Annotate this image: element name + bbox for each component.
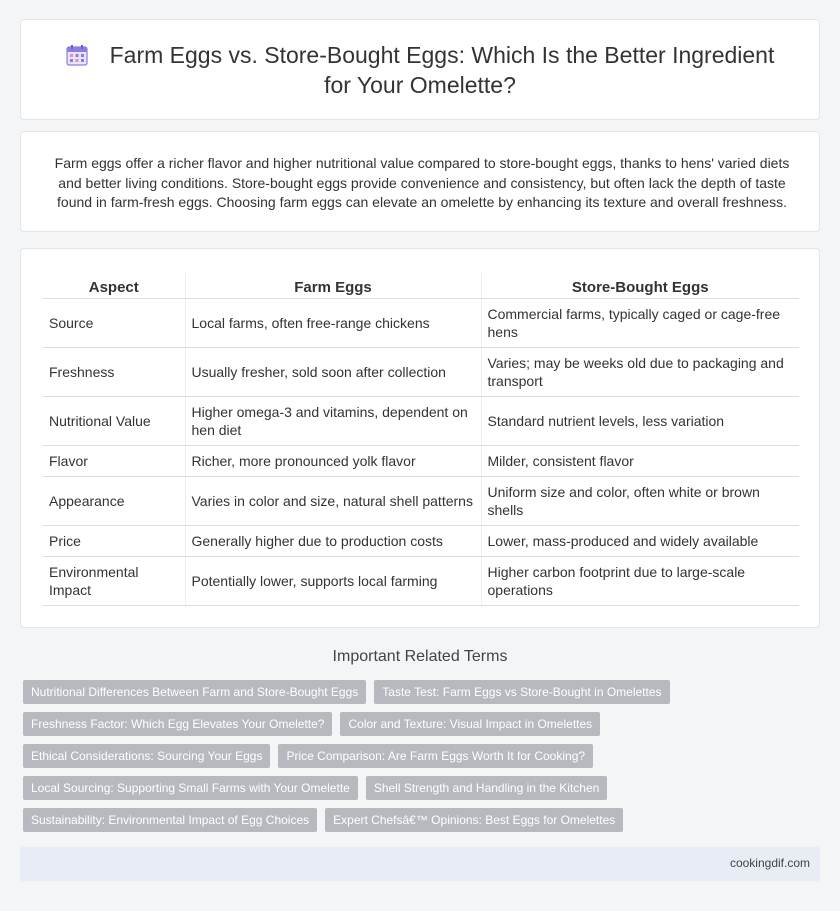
aspect-cell: Price [43,525,185,556]
intro-paragraph: Farm eggs offer a richer flavor and higher nutritional value compared to store-bought eggs, thanks to hens' varied diets and better living conditions. Store-bought eggs provide convenience and consistency, but often lack the depth of taste found in farm-fresh eggs. Choosing farm eggs can elevate an omelette by enhancing its texture and overall freshness. [54,155,790,210]
farm-cell: Varies in color and size, natural shell patterns [185,476,481,525]
related-term-tag[interactable]: Sustainability: Environmental Impact of Egg Choices [23,808,317,832]
farm-cell: Local farms, often free-range chickens [185,298,481,347]
aspect-cell: Nutritional Value [43,396,185,445]
store-cell: Uniform size and color, often white or brown shells [481,476,799,525]
farm-cell: Usually fresher, sold soon after collection [185,347,481,396]
store-cell: Higher carbon footprint due to large-scale operations [481,556,799,605]
aspect-cell: Environmental Impact [43,556,185,605]
farm-cell: Potentially lower, supports local farming [185,556,481,605]
farm-cell: Generally higher due to production costs [185,525,481,556]
header-card [20,19,820,120]
table-row [43,396,799,445]
related-term-tag[interactable]: Freshness Factor: Which Egg Elevates Your Omelette? [23,712,332,736]
aspect-cell: Freshness [43,347,185,396]
store-cell: Standard nutrient levels, less variation [481,396,799,445]
table-row [43,347,799,396]
column-header: Store-Bought Eggs [481,273,799,298]
table-row [43,525,799,556]
tag-row [23,744,813,768]
store-cell: Lower, mass-produced and widely available [481,525,799,556]
table-row [43,445,799,476]
related-term-tag[interactable]: Expert Chefsâ€™ Opinions: Best Eggs for Omelettes [325,808,623,832]
page-title [60,40,780,100]
table-row [43,476,799,525]
store-cell: Varies; may be weeks old due to packaging and transport [481,347,799,396]
aspect-cell: Flavor [43,445,185,476]
related-terms-heading: Important Related Terms [332,648,508,665]
intro-card [20,131,820,232]
related-term-tag[interactable]: Ethical Considerations: Sourcing Your Eggs [23,744,270,768]
comparison-table [43,273,799,606]
tag-row [23,808,813,832]
store-cell: Commercial farms, typically caged or cage-free hens [481,298,799,347]
table-header-row [43,273,799,298]
farm-cell: Higher omega-3 and vitamins, dependent on hen diet [185,396,481,445]
store-cell: Milder, consistent flavor [481,445,799,476]
related-term-tag[interactable]: Price Comparison: Are Farm Eggs Worth It for Cooking? [278,744,593,768]
site-link[interactable]: cookingdif.com [729,856,810,870]
column-header: Farm Eggs [185,273,481,298]
tag-row [23,680,813,704]
related-term-tag[interactable]: Nutritional Differences Between Farm and Store-Bought Eggs [23,680,366,704]
tag-row [23,776,813,800]
farm-cell: Richer, more pronounced yolk flavor [185,445,481,476]
related-term-tag[interactable]: Color and Texture: Visual Impact in Omelettes [340,712,600,736]
footer [20,847,820,881]
related-term-tag[interactable]: Shell Strength and Handling in the Kitchen [366,776,608,800]
aspect-cell: Source [43,298,185,347]
aspect-cell: Appearance [43,476,185,525]
table-row [43,298,799,347]
related-term-tag[interactable]: Local Sourcing: Supporting Small Farms with Your Omelette [23,776,358,800]
table-row [43,556,799,605]
related-term-tag[interactable]: Taste Test: Farm Eggs vs Store-Bought in Omelettes [374,680,669,704]
column-header: Aspect [43,273,185,298]
calendar-icon [66,44,88,66]
related-terms-list [23,680,813,840]
comparison-table-card [20,248,820,628]
page-title-text: Farm Eggs vs. Store-Bought Eggs: Which Is the Better Ingredient for Your Omelette? [109,41,775,98]
tag-row [23,712,813,736]
